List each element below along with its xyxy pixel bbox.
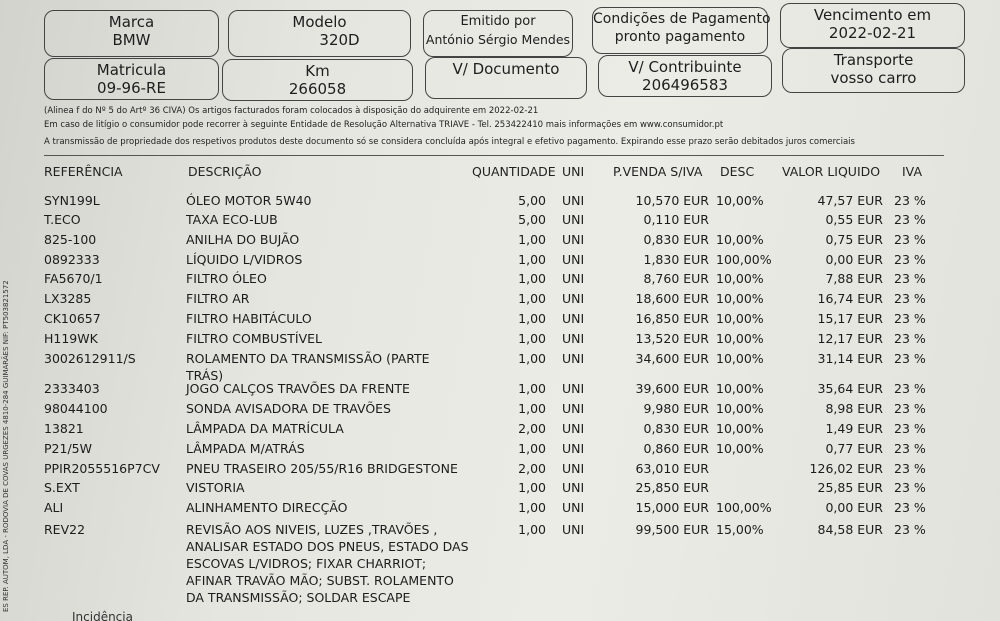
cell-qty: 2,00 [518,461,546,476]
cell-un: UNI [562,441,585,456]
table-row [0,461,1000,481]
legal-notes [44,104,855,149]
cell-discount: 10,00% [716,421,764,436]
cell-ref: H119WK [44,331,98,346]
divider-top [44,155,944,156]
cell-desc: LÂMPADA DA MATRÍCULA [186,421,344,436]
col-desc: DESCRIÇÃO [188,164,262,179]
cell-qty: 1,00 [518,232,546,247]
table-row [0,351,1000,383]
documento-label: V/ Documento [452,60,560,78]
cell-iva: 23 % [894,291,926,306]
modelo-label: Modelo [292,13,347,31]
cell-price: 18,600 EUR [635,291,709,306]
matricula-value: 09-96-RE [97,79,166,97]
cell-ref: 0892333 [44,252,100,267]
cell-ref: P21/5W [44,441,92,456]
cell-desc: VISTORIA [186,480,245,495]
cell-un: UNI [562,401,585,416]
cell-value: 25,85 EUR [817,480,883,495]
table-row [0,500,1000,520]
contribuinte-label: V/ Contribuinte [628,58,742,76]
note-line-1: (Alinea f do Nº 5 do Artº 36 CIVA) Os artigos facturados foram colocados à disposição do adquirente em 2022-02-21 [44,106,539,116]
cell-un: UNI [562,480,585,495]
cell-qty: 1,00 [518,381,546,396]
cell-un: UNI [562,461,585,476]
cell-discount: 10,00% [716,193,764,208]
cell-discount: 15,00% [716,522,764,537]
cell-value: 0,00 EUR [825,500,883,515]
cell-ref: REV22 [44,522,86,537]
col-ref: REFERÊNCIA [44,164,123,179]
table-row [0,522,1000,605]
pagamento-box [592,7,771,54]
cell-iva: 23 % [894,500,926,515]
cell-desc: ALINHAMENTO DIRECÇÃO [186,500,348,515]
footer-label: Incidência [72,610,133,621]
cell-qty: 1,00 [518,401,546,416]
cell-un: UNI [562,331,585,346]
cell-value: 8,98 EUR [825,401,883,416]
cell-iva: 23 % [894,271,926,286]
cell-discount: 10,00% [716,311,764,326]
contribuinte-box [598,55,772,97]
cell-un: UNI [562,291,585,306]
cell-qty: 1,00 [518,291,546,306]
cell-discount: 10,00% [716,331,764,346]
matricula-box [44,58,219,100]
cell-iva: 23 % [894,480,926,495]
cell-value: 31,14 EUR [817,351,883,366]
table-row [0,271,1000,291]
emitido-box [423,10,573,57]
marca-label: Marca [108,13,155,31]
cell-desc-continuation: AFINAR TRAVÃO MÃO; SUBST. ROLAMENTO [186,573,454,588]
cell-qty: 5,00 [518,193,546,208]
cell-value: 1,49 EUR [825,421,883,436]
cell-un: UNI [562,381,585,396]
cell-price: 63,010 EUR [635,461,709,476]
cell-discount: 10,00% [716,351,764,366]
transporte-label: Transporte [833,51,914,69]
cell-discount: 10,00% [716,441,764,456]
col-pvenda: P.VENDA S/IVA [613,164,703,179]
cell-qty: 1,00 [518,331,546,346]
cell-price: 0,830 EUR [643,232,709,247]
table-row [0,232,1000,252]
cell-qty: 1,00 [518,480,546,495]
cell-discount: 100,00% [716,252,772,267]
cell-price: 0,110 EUR [643,212,709,227]
cell-desc-continuation: ESCOVAS L/VIDROS; FIXAR CHARRIOT; [186,556,427,571]
cell-desc: ÓLEO MOTOR 5W40 [186,193,312,208]
cell-value: 0,00 EUR [825,252,883,267]
vencimento-box [780,3,965,48]
cell-price: 15,000 EUR [635,500,709,515]
table-row [0,480,1000,500]
cell-ref: PPIR2055516P7CV [44,461,160,476]
cell-ref: T.ECO [44,212,81,227]
cell-qty: 1,00 [518,441,546,456]
table-row [0,311,1000,331]
cell-price: 25,850 EUR [635,480,709,495]
cell-iva: 23 % [894,311,926,326]
note-line-3: A transmissão de propriedade dos respetivos produtos deste documento só se considera concluída após integral e efetivo pagamento. Expirando esse prazo serão debitados juros comerciais [44,137,855,147]
cell-price: 13,520 EUR [635,331,709,346]
cell-ref: LX3285 [44,291,92,306]
cell-ref: 825-100 [44,232,97,247]
cell-price: 9,980 EUR [643,401,709,416]
cell-discount: 100,00% [716,500,772,515]
transporte-box [782,48,965,93]
cell-desc: FILTRO COMBUSTÍVEL [186,331,322,346]
cell-price: 34,600 EUR [635,351,709,366]
cell-ref: CK10657 [44,311,101,326]
note-line-2: Em caso de litígio o consumidor pode recorrer à seguinte Entidade de Resolução Alternativa TRIAVE - Tel. 253422410 mais informações em www.consumidor.pt [44,120,724,130]
col-qty: QUANTIDADE [472,164,556,179]
cell-value: 35,64 EUR [817,381,883,396]
cell-qty: 1,00 [518,252,546,267]
vencimento-value: 2022-02-21 [828,24,917,42]
marca-box [44,10,219,57]
cell-desc: FILTRO AR [186,291,250,306]
col-desconto: DESC [720,164,755,179]
cell-iva: 23 % [894,522,926,537]
cell-ref: FA5670/1 [44,271,103,286]
cell-desc: FILTRO HABITÁCULO [186,311,312,326]
cell-discount: 10,00% [716,381,764,396]
table-row [0,291,1000,311]
cell-discount: 10,00% [716,271,764,286]
cell-price: 0,860 EUR [643,441,709,456]
cell-iva: 23 % [894,252,926,267]
cell-iva: 23 % [894,381,926,396]
cell-price: 39,600 EUR [635,381,709,396]
cell-desc: REVISÃO AOS NIVEIS, LUZES ,TRAVÕES , [186,522,438,537]
cell-desc: ANILHA DO BUJÃO [186,232,300,247]
cell-desc: LÂMPADA M/ATRÁS [186,441,305,456]
cell-price: 0,830 EUR [643,421,709,436]
cell-un: UNI [562,232,585,247]
cell-ref: S.EXT [44,480,80,495]
cell-desc: TAXA ECO-LUB [186,212,278,227]
cell-ref: 2333403 [44,381,100,396]
table-row [0,401,1000,421]
col-valor: VALOR LIQUIDO [782,164,881,179]
cell-qty: 1,00 [518,500,546,515]
cell-iva: 23 % [894,232,926,247]
km-box [222,59,413,101]
cell-discount: 10,00% [716,401,764,416]
cell-value: 15,17 EUR [817,311,883,326]
cell-iva: 23 % [894,401,926,416]
cell-iva: 23 % [894,441,926,456]
cell-desc: FILTRO ÓLEO [186,271,267,286]
transporte-value: vosso carro [830,69,917,87]
table-row [0,441,1000,461]
cell-value: 0,75 EUR [825,232,883,247]
marca-value: BMW [112,31,151,49]
cell-desc: JOGO CALÇOS TRAVÕES DA FRENTE [186,381,410,396]
table-row [0,193,1000,213]
cell-value: 12,17 EUR [817,331,883,346]
cell-price: 16,850 EUR [635,311,709,326]
documento-box [425,57,587,99]
table-row [0,331,1000,351]
table-row [0,252,1000,272]
cell-un: UNI [562,351,585,366]
emitido-label: Emitido por [460,14,536,29]
cell-un: UNI [562,311,585,326]
cell-qty: 1,00 [518,522,546,537]
cell-value: 16,74 EUR [817,291,883,306]
cell-qty: 1,00 [518,271,546,286]
cell-un: UNI [562,212,585,227]
cell-un: UNI [562,522,585,537]
cell-ref: 13821 [44,421,84,436]
cell-value: 0,77 EUR [825,441,883,456]
cell-desc: ROLAMENTO DA TRANSMISSÃO (PARTE [186,351,430,366]
col-un: UNI [562,164,585,179]
margin-company-text: ES REP. AUTOM, LDA - RODOVIA DE COVAS URGEZES 4810-284 GUIMARÃES NIF: PT503821572 [2,280,10,612]
cell-un: UNI [562,500,585,515]
cell-price: 10,570 EUR [635,193,709,208]
cell-price: 1,830 EUR [643,252,709,267]
matricula-label: Matricula [96,61,167,79]
cell-desc: PNEU TRASEIRO 205/55/R16 BRIDGESTONE [186,461,458,476]
cell-un: UNI [562,271,585,286]
cell-ref: ALI [44,500,64,515]
cell-ref: SYN199L [44,193,100,208]
km-label: Km [305,62,330,80]
cell-qty: 1,00 [518,351,546,366]
cell-iva: 23 % [894,351,926,366]
cell-desc-continuation: ANALISAR ESTADO DOS PNEUS, ESTADO DAS [186,539,469,554]
cell-iva: 23 % [894,212,926,227]
cell-un: UNI [562,421,585,436]
cell-ref: 3002612911/S [44,351,136,366]
modelo-value: 320D [319,31,360,49]
emitido-value: António Sérgio Mendes [425,32,571,47]
cell-value: 84,58 EUR [817,522,883,537]
cell-value: 7,88 EUR [825,271,883,286]
cell-desc-continuation: TRÁS) [186,368,224,383]
cell-un: UNI [562,252,585,267]
pagamento-value: pronto pagamento [614,29,746,45]
cell-discount: 10,00% [716,232,764,247]
table-row [0,381,1000,401]
cell-iva: 23 % [894,331,926,346]
cell-value: 0,55 EUR [825,212,883,227]
cell-price: 8,760 EUR [643,271,709,286]
cell-ref: 98044100 [44,401,108,416]
cell-qty: 2,00 [518,421,546,436]
cell-price: 99,500 EUR [635,522,709,537]
pagamento-label: Condições de Pagamento [593,11,771,27]
cell-desc-continuation: DA TRANSMISSÃO; SOLDAR ESCAPE [186,590,411,605]
cell-value: 126,02 EUR [809,461,883,476]
col-iva: IVA [902,164,922,179]
cell-qty: 5,00 [518,212,546,227]
table-row [0,421,1000,441]
vencimento-label: Vencimento em [813,6,932,24]
cell-discount: 10,00% [716,291,764,306]
km-value: 266058 [288,80,347,98]
cell-iva: 23 % [894,461,926,476]
cell-qty: 1,00 [518,311,546,326]
table-row [0,212,1000,232]
cell-iva: 23 % [894,421,926,436]
cell-desc: SONDA AVISADORA DE TRAVÕES [186,401,391,416]
cell-value: 47,57 EUR [817,193,883,208]
cell-iva: 23 % [894,193,926,208]
contribuinte-value: 206496583 [642,76,728,94]
cell-un: UNI [562,193,585,208]
cell-desc: LÍQUIDO L/VIDROS [186,252,303,267]
modelo-box [228,10,411,57]
